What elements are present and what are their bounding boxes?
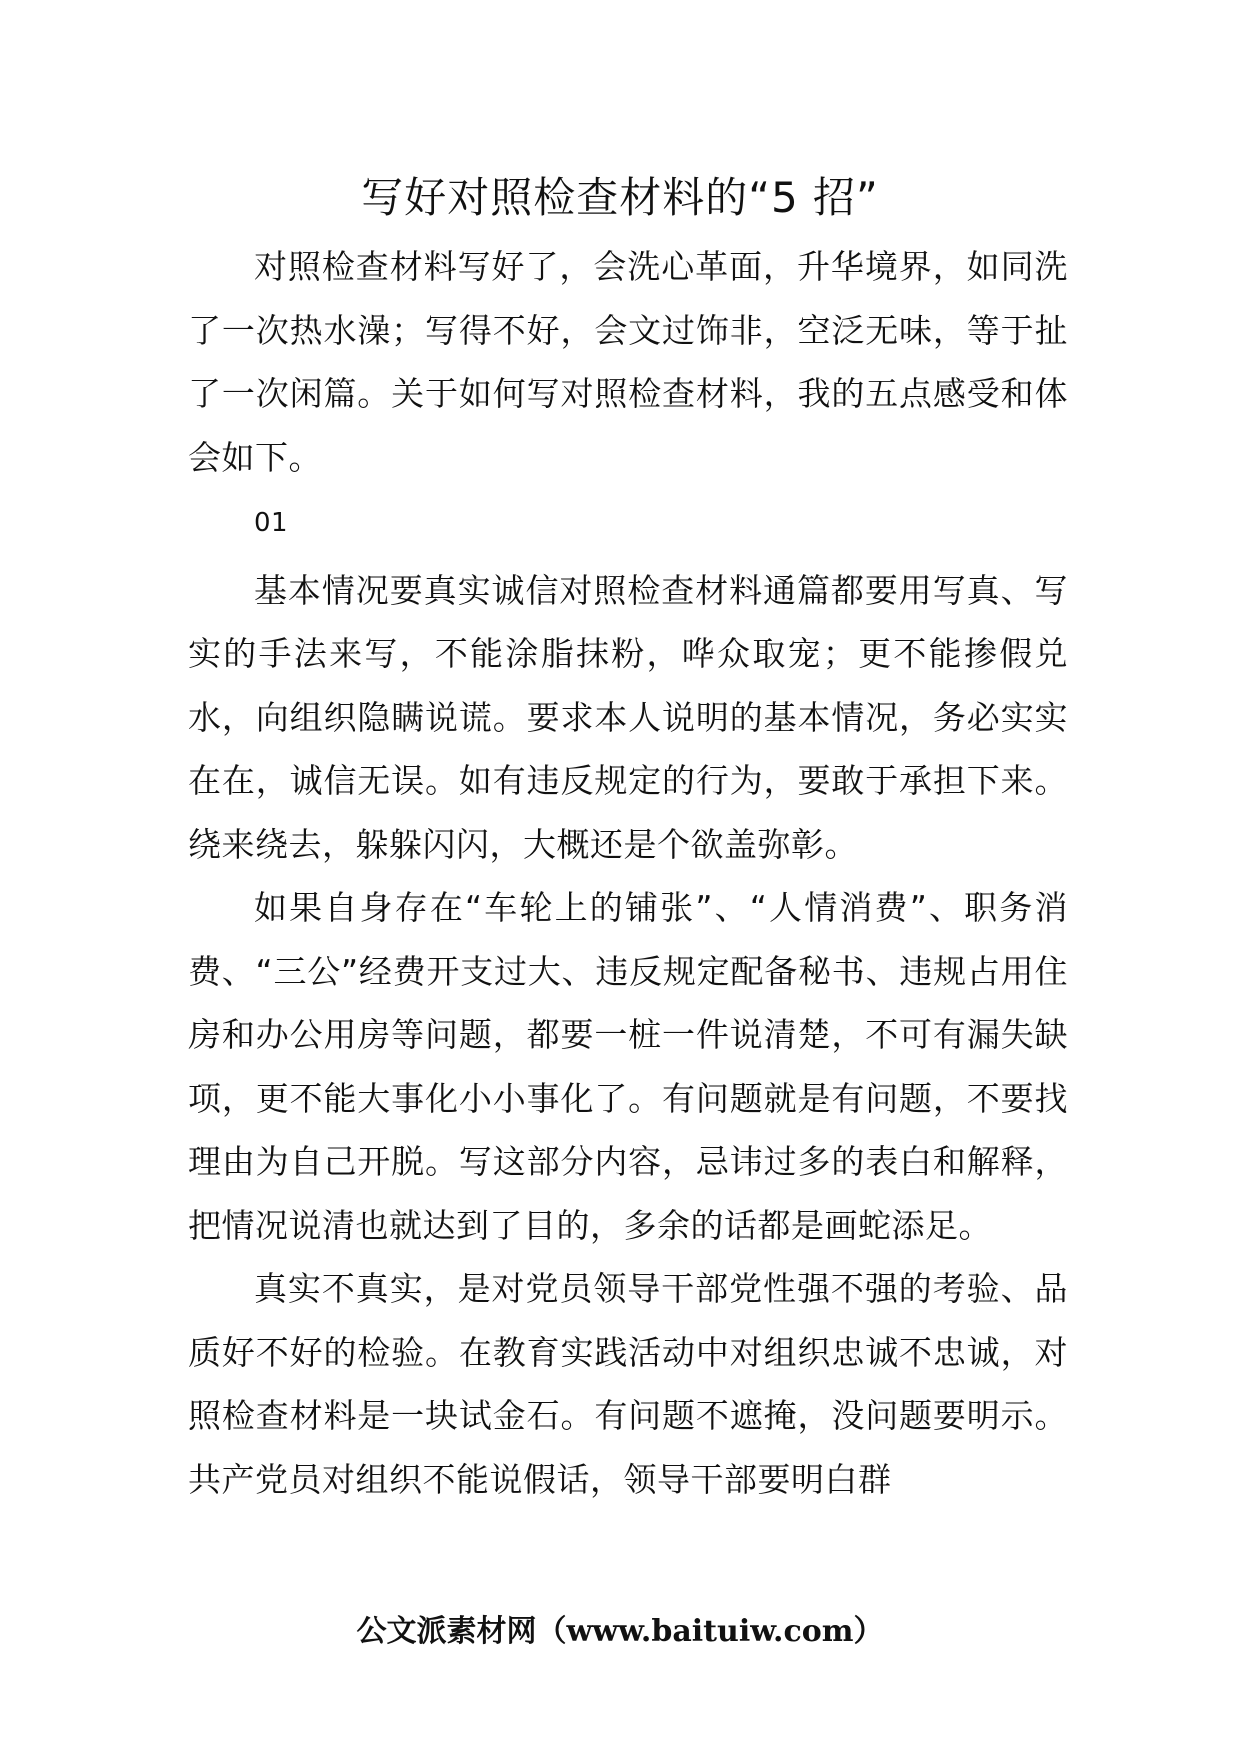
footer-watermark: 公文派素材网（www.baituiw.com）	[356, 1614, 884, 1649]
paragraph-truthfulness: 真实不真实，是对党员领导干部党性强不强的考验、品质好不好的检验。在教育实践活动中对组织忠诚不忠诚，对照检查材料是一块试金石。有问题不遮掩，没问题要明示。共产党员对组织不能说假话，领导干部要明白群	[188, 1269, 1068, 1499]
paragraph-basic-situation: 基本情况要真实诚信对照检查材料通篇都要用写真、写实的手法来写，不能涂脂抹粉，哗众取宠；更不能掺假兑水，向组织隐瞒说谎。要求本人说明的基本情况，务必实实在在，诚信无误。如有违反规定的行为，要敢于承担下来。绕来绕去，躲躲闪闪，大概还是个欲盖弥彰。	[188, 570, 1068, 864]
document-title: 写好对照检查材料的“5 招”	[361, 173, 879, 222]
paragraph-intro: 对照检查材料写好了，会洗心革面，升华境界，如同洗了一次热水澡；写得不好，会文过饰非，空泛无味，等于扯了一次闲篇。关于如何写对照检查材料，我的五点感受和体会如下。	[188, 247, 1068, 477]
section-number: 01	[254, 508, 289, 538]
document-body	[188, 235, 1068, 1511]
paragraph-issues: 如果自身存在“车轮上的铺张”、“人情消费”、职务消费、“三公”经费开支过大、违反规定配备秘书、违规占用住房和办公用房等问题，都要一桩一件说清楚，不可有漏失缺项，更不能大事化小小事化了。有问题就是有问题，不要找理由为自己开脱。写这部分内容，忌讳过多的表白和解释，把情况说清也就达到了目的，多余的话都是画蛇添足。	[188, 888, 1068, 1245]
